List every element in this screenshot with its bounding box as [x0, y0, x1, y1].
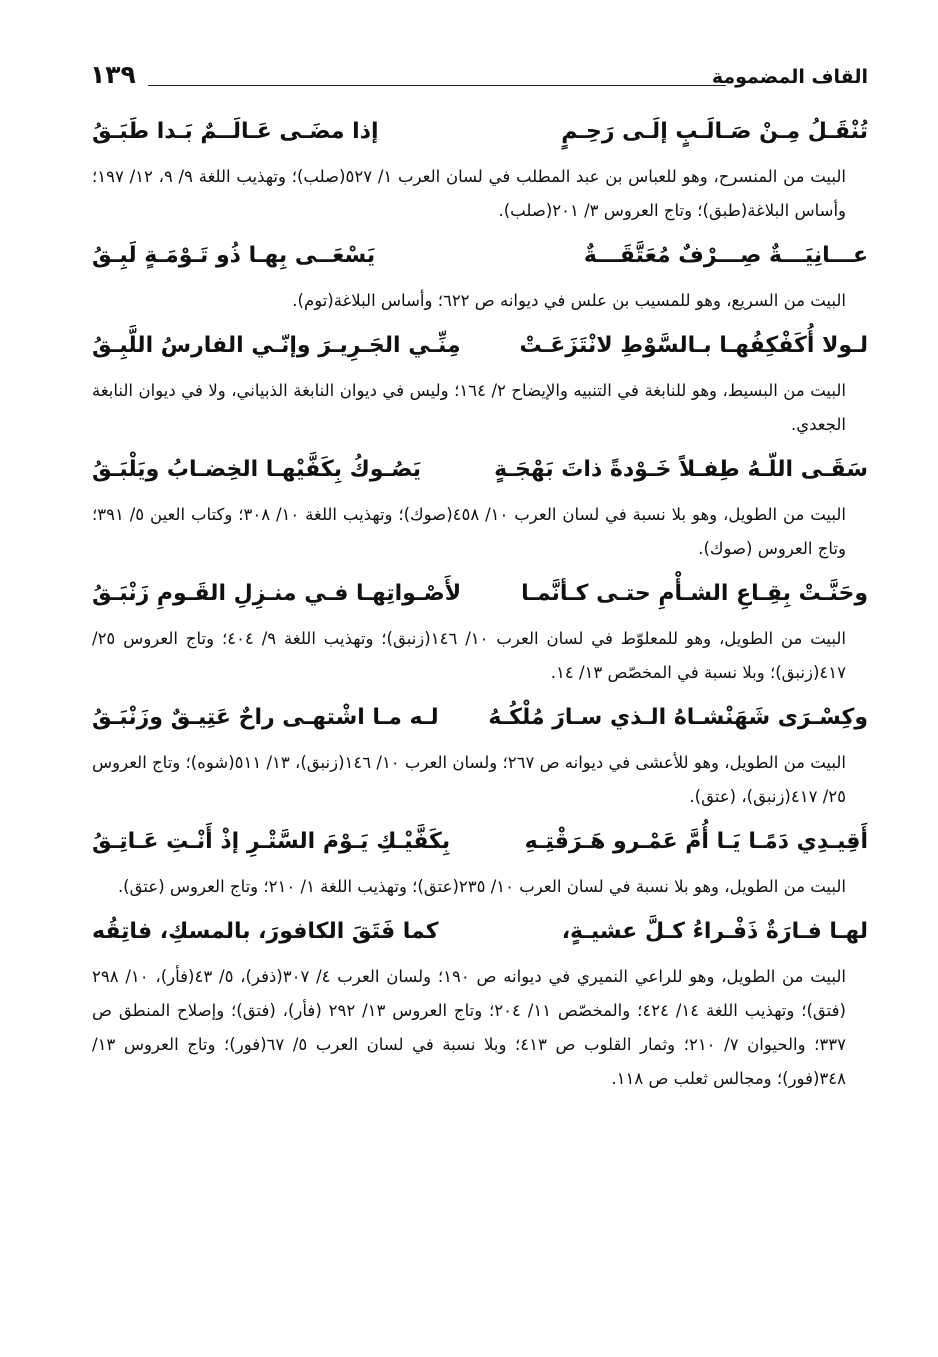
- header-rule: [148, 85, 726, 86]
- verse-line: [92, 228, 868, 284]
- second-hemistich: بِكَفَّيْـكِ يَـوْمَ السَّتْـرِ إذْ أَنْـتِ عَـاتِـقُ: [92, 829, 451, 854]
- verse-line: [92, 904, 868, 960]
- second-hemistich: مِنِّـي الجَـرِيـرَ وإنّـي الفارسُ اللَّبِـقُ: [92, 333, 461, 358]
- verse-citation: البيت من الطويل، وهو للمعلوّط في لسان العرب ١٠/ ١٤٦(زنبق)؛ وتهذيب اللغة ٩/ ٤٠٤؛ وتاج العروس ٢٥/ ٤١٧(زنبق)؛ وبلا نسبة في المخصّص ١٣/ ١٤.: [92, 629, 846, 682]
- verse-citation: البيت من البسيط، وهو للنابغة في التنبيه والإيضاح ٢/ ١٦٤؛ وليس في ديوان النابغة الذبياني، ولا في ديوان النابغة الجعدي.: [92, 381, 846, 434]
- first-hemistich: لهـا فـارَةٌ ذَفْـراءُ كـلَّ عشيـةٍ،: [561, 919, 868, 944]
- second-hemistich: لأَصْـواتِهـا فـي منـزِلِ القَـومِ زَنْبَـقُ: [92, 581, 462, 606]
- verse-entry: [92, 814, 868, 904]
- verse-entry: [92, 566, 868, 690]
- first-hemistich: سَقَـى اللّـهُ طِفـلاً خَـوْدةً ذاتَ بَهْجَـةٍ: [494, 457, 868, 482]
- first-hemistich: وحَنَّـتْ بِقِـاعِ الشـأْمِ حتـى كـأنَّمـا: [521, 581, 868, 606]
- verse-citation: البيت من الطويل، وهو للراعي النميري في ديوانه ص ١٩٠؛ ولسان العرب ٤/ ٣٠٧(ذفر)، ٥/ ٤٣(فأر)، ١٠/ ٢٩٨ (فتق)؛ وتهذيب اللغة ١٤/ ٤٢٤؛ والمخصّص ١١/ ٢٠٤؛ وتاج العروس ١٣/ ٢٩٢ (فأر)، (فتق)؛ وإصلاح المنطق ص ٣٣٧؛ والحيوان ٧/ ٢١٠؛ وثمار القلوب ص ٤١٣؛ وبلا نسبة في لسان العرب ٥/ ٦٧(فور)؛ وتاج العروس ١٣/ ٣٤٨(فور)؛ ومجالس ثعلب ص ١١٨.: [92, 967, 846, 1088]
- page-number: ١٣٩: [90, 60, 136, 89]
- verse-entry: [92, 318, 868, 442]
- second-hemistich: يَسْعَــى بِهـا ذُو تَـوْمَـةٍ لَبِـقُ: [92, 243, 376, 268]
- first-hemistich: لـولا أُكَفْكِفُهـا بـالسَّوْطِ لانْتَزَعَـتْ: [519, 333, 868, 358]
- verse-entry: [92, 904, 868, 1096]
- verse-entry: [92, 104, 868, 228]
- verse-citation: البيت من الطويل، وهو بلا نسبة في لسان العرب ١٠/ ٢٣٥(عتق)؛ وتهذيب اللغة ١/ ٢١٠؛ وتاج العروس (عتق).: [117, 877, 846, 896]
- second-hemistich: لـه مـا اشْتهـى راحٌ عَتِيـقٌ وزَنْبَـقُ: [92, 705, 439, 730]
- first-hemistich: عـــانِيَـــةٌ صِـــرْفٌ مُعَتَّقَـــةٌ: [583, 243, 868, 268]
- verse-entry: [92, 228, 868, 318]
- first-hemistich: وكِسْـرَى شَهَنْشـاهُ الـذي سـارَ مُلْكُـهُ: [488, 705, 868, 730]
- verse-entry: [92, 690, 868, 814]
- verse-line: [92, 104, 868, 160]
- verse-line: [92, 566, 868, 622]
- page-header: [90, 60, 868, 100]
- second-hemistich: كما فَتَقَ الكافورَ، بالمسكِ، فاتِقُه: [92, 919, 439, 944]
- verse-citation: البيت من المنسرح، وهو للعباس بن عبد المطلب في لسان العرب ١/ ٥٢٧(صلب)؛ وتهذيب اللغة ٩/ ٩، ١٢/ ١٩٧؛ وأساس البلاغة(طبق)؛ وتاج العروس ٣/ ٢٠١(صلب).: [92, 167, 846, 220]
- running-title: القاف المضمومة: [711, 66, 868, 88]
- second-hemistich: يَصُـوكُ بِكَفَّيْهـا الخِضـابُ ويَلْبَـقُ: [92, 457, 422, 482]
- verse-line: [92, 442, 868, 498]
- verse-line: [92, 318, 868, 374]
- verse-entry: [92, 442, 868, 566]
- first-hemistich: أَقِيـدِي دَمًـا يَـا أُمَّ عَمْـرو هَـرَقْتِـهِ: [524, 829, 868, 854]
- second-hemistich: إذا مضَـى عَـالَــمٌ بَـدا طَبَـقُ: [92, 119, 379, 144]
- verse-entries: [92, 104, 868, 1096]
- verse-citation: البيت من السريع، وهو للمسيب بن علس في ديوانه ص ٦٢٢؛ وأساس البلاغة(توم).: [292, 291, 846, 310]
- verse-line: [92, 814, 868, 870]
- verse-citation: البيت من الطويل، وهو للأعشى في ديوانه ص ٢٦٧؛ ولسان العرب ١٠/ ١٤٦(زنبق)، ١٣/ ٥١١(شوه)؛ وتاج العروس ٢٥/ ٤١٧(زنبق)، (عتق).: [92, 753, 846, 806]
- verse-line: [92, 690, 868, 746]
- first-hemistich: تُنْقَـلُ مِـنْ صَـالَـبٍ إلَـى رَحِـمٍ: [561, 119, 868, 144]
- verse-citation: البيت من الطويل، وهو بلا نسبة في لسان العرب ١٠/ ٤٥٨(صوك)؛ وتهذيب اللغة ١٠/ ٣٠٨؛ وكتاب العين ٥/ ٣٩١؛ وتاج العروس (صوك).: [92, 505, 847, 558]
